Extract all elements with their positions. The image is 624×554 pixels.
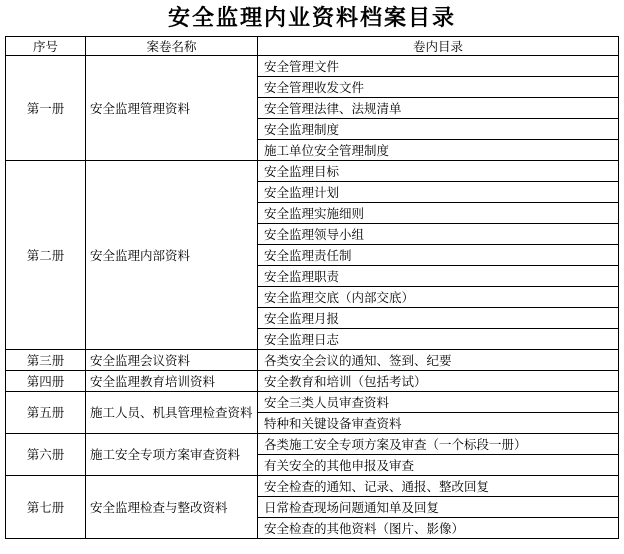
contents-item: 日常检查现场问题通知单及回复 (258, 497, 619, 518)
contents-item: 安全监理实施细则 (258, 203, 619, 224)
contents-item: 安全监理计划 (258, 182, 619, 203)
header-seq: 序号 (6, 37, 86, 56)
volume-seq: 第二册 (6, 161, 86, 350)
contents-item: 安全监理交底（内部交底） (258, 287, 619, 308)
volume-name: 安全监理检查与整改资料 (86, 476, 258, 539)
volume-seq: 第四册 (6, 371, 86, 392)
volume-seq: 第六册 (6, 434, 86, 476)
header-contents: 卷内目录 (258, 37, 619, 56)
table-row (6, 434, 619, 455)
volume-seq: 第七册 (6, 476, 86, 539)
contents-item: 各类安全会议的通知、签到、纪要 (258, 350, 619, 371)
contents-item: 各类施工安全专项方案及审查（一个标段一册） (258, 434, 619, 455)
table-row (6, 161, 619, 182)
contents-item: 安全教育和培训（包括考试） (258, 371, 619, 392)
table-row (6, 371, 619, 392)
contents-item: 安全管理法律、法规清单 (258, 98, 619, 119)
contents-item: 安全监理制度 (258, 119, 619, 140)
volume-seq: 第三册 (6, 350, 86, 371)
contents-item: 特种和关键设备审查资料 (258, 413, 619, 434)
header-row (6, 37, 619, 56)
archive-catalog-table (5, 36, 619, 539)
table-row (6, 350, 619, 371)
contents-item: 安全监理目标 (258, 161, 619, 182)
volume-name: 安全监理会议资料 (86, 350, 258, 371)
document-title: 安全监理内业资料档案目录 (167, 5, 456, 31)
contents-item: 安全检查的其他资料（图片、影像） (258, 518, 619, 539)
contents-item: 有关安全的其他申报及审查 (258, 455, 619, 476)
volume-seq: 第五册 (6, 392, 86, 434)
contents-item: 安全监理月报 (258, 308, 619, 329)
header-volume-name: 案卷名称 (86, 37, 258, 56)
contents-item: 安全监理职责 (258, 266, 619, 287)
contents-item: 安全监理领导小组 (258, 224, 619, 245)
table-row (6, 476, 619, 497)
contents-item: 安全检查的通知、记录、通报、整改回复 (258, 476, 619, 497)
contents-item: 安全监理责任制 (258, 245, 619, 266)
volume-name: 安全监理内部资料 (86, 161, 258, 350)
volume-name: 安全监理管理资料 (86, 56, 258, 161)
volume-name: 施工人员、机具管理检查资料 (86, 392, 258, 434)
volume-name: 施工安全专项方案审查资料 (86, 434, 258, 476)
volume-seq: 第一册 (6, 56, 86, 161)
contents-item: 安全管理收发文件 (258, 77, 619, 98)
contents-item: 安全三类人员审查资料 (258, 392, 619, 413)
table-row (6, 56, 619, 77)
catalog-body (6, 56, 619, 539)
contents-item: 安全管理文件 (258, 56, 619, 77)
table-row (6, 392, 619, 413)
contents-item: 施工单位安全管理制度 (258, 140, 619, 161)
contents-item: 安全监理日志 (258, 329, 619, 350)
volume-name: 安全监理教育培训资料 (86, 371, 258, 392)
